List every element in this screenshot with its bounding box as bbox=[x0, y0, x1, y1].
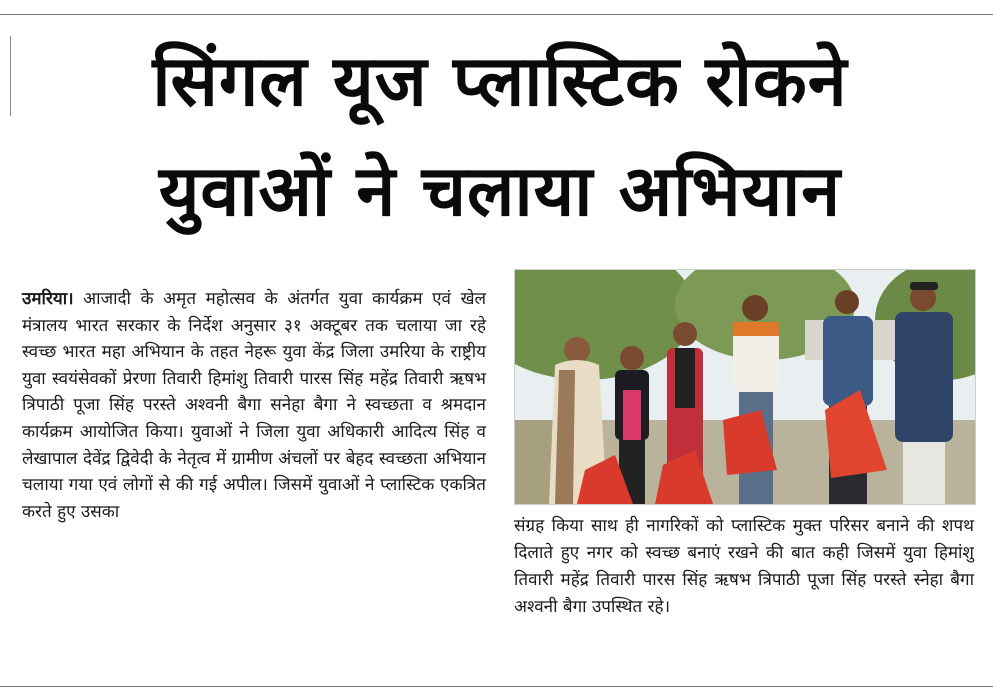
column-rule bbox=[10, 36, 11, 116]
article-body-left bbox=[22, 286, 486, 525]
top-rule bbox=[0, 14, 993, 15]
article-text-left: आजादी के अमृत महोत्सव के अंतर्गत युवा कार्यक्रम एवं खेल मंत्रालय भारत सरकार के निर्देश अनुसार ३१ अक्टूबर तक चलाया जा रहे स्वच्छ भारत महा अभियान के तहत नेहरू युवा केंद्र जिला उमरिया के राष्ट्रीय युवा स्वयंसेवकों प्रेरणा तिवारी हिमांशु तिवारी पारस सिंह महेंद्र तिवारी ऋषभ त्रिपाठी पूजा सिंह परस्ते अश्वनी बैगा सनेहा बैगा ने स्वच्छता व श्रमदान कार्यक्रम आयोजित किया। युवाओं ने जिला युवा अधिकारी आदित्य सिंह व लेखापाल देवेंद्र द्विवेदी के नेतृत्व में ग्रामीण अंचलों पर बेहद स्वच्छता अभियान चलाया गया एवं लोगों से की गई अपील। जिसमें युवाओं ने प्लास्टिक एकत्रित करते हुए उसका bbox=[22, 289, 487, 522]
news-photo bbox=[514, 269, 976, 505]
dateline: उमरिया। bbox=[22, 289, 74, 309]
photo-illustration bbox=[515, 270, 975, 504]
headline-line-2: युवाओं ने चलाया अभियान bbox=[158, 150, 842, 232]
headline-line-1: सिंगल यूज प्लास्टिक रोकने bbox=[152, 40, 848, 122]
headline bbox=[20, 26, 980, 246]
article-body-right: संग्रह किया साथ ही नागरिकों को प्लास्टिक मुक्त परिसर बनाने की शपथ दिलाते हुए नगर को स्वच्छ बनाएं रखने की बात कही जिसमें युवा हिमांशु तिवारी महेंद्र तिवारी पारस सिंह ऋषभ त्रिपाठी पूजा सिंह परस्ते स्नेहा बैगा अश्वनी बैगा उपस्थित रहे। bbox=[514, 516, 974, 617]
bottom-rule bbox=[0, 686, 993, 687]
